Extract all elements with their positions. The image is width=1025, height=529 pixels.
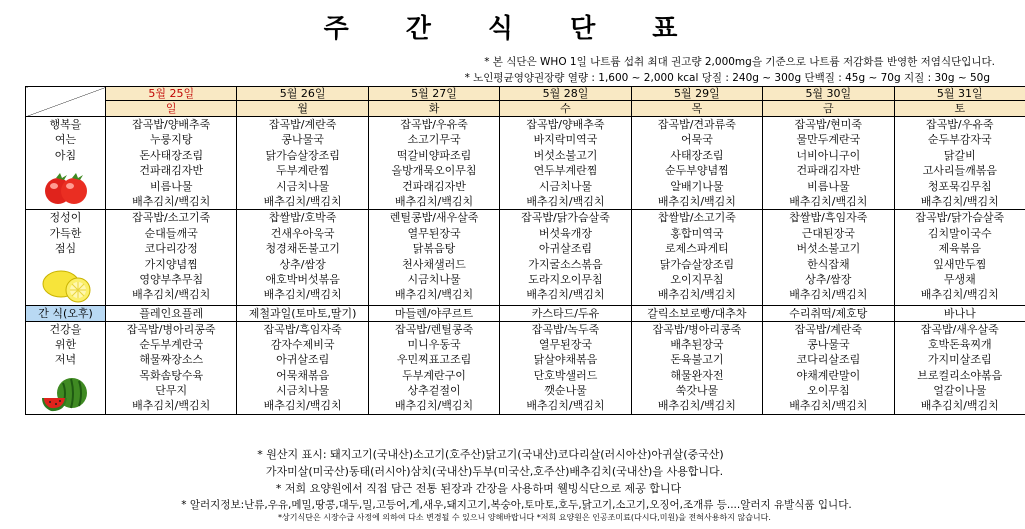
meal-label-line: 아침 — [54, 148, 77, 162]
menu-item: 영양부추무침 — [139, 272, 204, 286]
menu-item: 시금치나물 — [538, 179, 593, 193]
date-cell: 5월 27일 — [368, 87, 499, 101]
menu-item: 목화솜탕수육 — [139, 368, 204, 382]
watermelon-icon — [26, 374, 105, 414]
menu-item: 잡곡밥/계란죽 — [794, 322, 863, 336]
menu-item: 배추김치/백김치 — [789, 288, 868, 302]
menu-item: 비름나물 — [807, 179, 850, 193]
menu-item: 배추김치/백김치 — [395, 399, 474, 413]
menu-cell — [368, 321, 499, 414]
menu-cell — [106, 210, 237, 305]
menu-cell — [237, 210, 368, 305]
menu-item: 잡곡밥/새우살죽 — [920, 322, 999, 336]
menu-item: 순두부양념찜 — [665, 164, 729, 178]
menu-item: 배추김치/백김치 — [526, 288, 605, 302]
menu-item: 가지양념찜 — [144, 257, 198, 271]
menu-item: 잡곡밥/양배추죽 — [526, 118, 605, 131]
meal-label-line: 정성이 — [49, 211, 82, 225]
date-cell: 5월 25일 — [106, 87, 237, 101]
menu-item: 배추김치/백김치 — [395, 288, 474, 302]
menu-item: 해물짜장소스 — [139, 353, 204, 367]
menu-cell — [106, 321, 237, 414]
change-note: *상기식단은 시장수급 사정에 의하여 다소 변경될 수 있으니 양해바랍니다 *저희 요양원은 인공조미료(다시다,미원)을 전혀사용하지 않습니다. — [278, 513, 771, 522]
menu-item: 잡곡밥/렌틸콩죽 — [395, 322, 474, 336]
snack-label: 간 식(오후) — [26, 305, 106, 321]
menu-item: 배추김치/백김치 — [263, 194, 342, 208]
menu-item: 상추/쌈장 — [279, 257, 326, 271]
menu-item: 호박돈육찌개 — [927, 337, 992, 351]
menu-item: 오이무침 — [807, 384, 850, 398]
menu-item: 열무된장국 — [407, 226, 461, 240]
menu-item: 버섯육개장 — [538, 226, 593, 240]
day-cell: 수 — [500, 101, 631, 117]
meal-label-line: 가득한 — [49, 226, 82, 240]
meal-label-line: 여는 — [54, 133, 77, 147]
menu-item: 배추김치/백김치 — [132, 288, 211, 302]
menu-item: 애호박버섯볶음 — [265, 272, 340, 286]
menu-item: 잡곡밥/병아리콩죽 — [126, 322, 216, 336]
menu-item: 코다리강정 — [144, 242, 198, 256]
menu-item: 김치말이국수 — [927, 226, 992, 240]
menu-cell — [763, 210, 894, 305]
meal-row — [26, 321, 1025, 414]
menu-item: 해물완자전 — [670, 368, 724, 382]
menu-item: 비름나물 — [149, 179, 193, 193]
menu-cell — [763, 321, 894, 414]
menu-item: 콩나물국 — [281, 133, 324, 147]
menu-cell — [237, 321, 368, 414]
sodium-note: * 본 식단은 WHO 1일 나트륨 섭취 최대 권고량 2,000mg을 기준으로 나트륨 저감화를 반영한 저염식단입니다. — [484, 56, 995, 68]
page-title: 주 간 식 단 표 — [323, 14, 702, 44]
menu-cell — [631, 117, 762, 210]
menu-item: 잡곡밥/흑임자죽 — [263, 322, 342, 336]
menu-item: 시금치나물 — [407, 272, 461, 286]
snack-item: 수리취떡/제호탕 — [763, 305, 894, 321]
menu-item: 떡갈비양파조림 — [396, 148, 472, 162]
menu-cell — [368, 117, 499, 210]
menu-item: 배추김치/백김치 — [657, 194, 736, 208]
date-cell: 5월 26일 — [237, 87, 368, 101]
menu-item: 어묵채볶음 — [276, 368, 330, 382]
menu-cell — [500, 117, 631, 210]
menu-item: 배추김치/백김치 — [395, 194, 474, 208]
menu-item: 건새우아욱국 — [270, 226, 335, 240]
menu-item: 잡곡밥/닭가슴살죽 — [915, 211, 1005, 225]
meal-label-line: 저녁 — [54, 353, 77, 367]
menu-item: 렌틸콩밥/새우살죽 — [389, 211, 479, 225]
menu-item: 고사리들깨볶음 — [922, 164, 997, 178]
menu-item: 두부계란구이 — [402, 368, 466, 382]
date-cell: 5월 31일 — [894, 87, 1025, 101]
meal-label — [26, 321, 106, 414]
snack-item: 바나나 — [894, 305, 1025, 321]
menu-item: 알배기나물 — [670, 179, 724, 193]
menu-item: 닭가슴살장조림 — [659, 257, 735, 271]
day-cell: 월 — [237, 101, 368, 117]
snack-item: 갈릭소보로빵/대추차 — [631, 305, 762, 321]
snack-item: 플레인요플레 — [106, 305, 237, 321]
menu-item: 시금치나물 — [276, 384, 330, 398]
menu-item: 올방개묵오이무침 — [391, 164, 477, 178]
meal-label-line: 행복을 — [49, 118, 82, 131]
menu-item: 배추김치/백김치 — [920, 194, 999, 208]
menu-item: 오이지무침 — [670, 272, 724, 286]
date-cell: 5월 28일 — [500, 87, 631, 101]
menu-item: 홍합미역국 — [670, 226, 724, 240]
snack-item: 카스타드/두유 — [500, 305, 631, 321]
menu-item: 배추김치/백김치 — [132, 194, 211, 208]
menu-item: 연두부계란찜 — [533, 164, 598, 178]
date-cell: 5월 29일 — [631, 87, 762, 101]
menu-item: 아귀살조림 — [538, 242, 593, 256]
menu-item: 배추김치/백김치 — [657, 288, 736, 302]
menu-item: 얼갈이나물 — [933, 384, 987, 398]
header-corner — [26, 87, 106, 117]
menu-item: 배추김치/백김치 — [526, 194, 605, 208]
day-cell: 목 — [631, 101, 762, 117]
menu-item: 배추김치/백김치 — [263, 399, 342, 413]
menu-cell — [500, 321, 631, 414]
menu-item: 사태장조림 — [670, 148, 724, 162]
menu-item: 버섯소불고기 — [796, 242, 861, 256]
menu-item: 순대들깨국 — [144, 226, 198, 240]
menu-item: 단호박샐러드 — [533, 368, 598, 382]
menu-item: 버섯소불고기 — [533, 148, 598, 162]
menu-item: 가지굴소스볶음 — [528, 257, 603, 271]
menu-item: 건파래김자반 — [402, 179, 466, 193]
menu-cell — [894, 210, 1025, 305]
day-row — [26, 101, 1025, 117]
menu-item: 배추김치/백김치 — [132, 399, 211, 413]
menu-item: 잡곡밥/소고기죽 — [132, 211, 211, 225]
menu-item: 어묵국 — [680, 133, 713, 147]
snack-row — [26, 305, 1025, 321]
menu-item: 배추김치/백김치 — [263, 288, 342, 302]
origin-note-line1: * 원산지 표시: 돼지고기(국내산)소고기(호주산)닭고기(국내산)코다리살(러시아산)아귀살(중국산) — [257, 448, 724, 461]
menu-item: 닭가슴살장조림 — [265, 148, 340, 162]
menu-item: 잡곡밥/계란죽 — [268, 118, 337, 131]
meal-label — [26, 210, 106, 305]
menu-item: 찹쌀밥/흑임자죽 — [789, 211, 868, 225]
menu-item: 잡곡밥/양배추죽 — [132, 118, 211, 131]
meal-row — [26, 210, 1025, 305]
meal-label-line: 건강을 — [49, 322, 82, 336]
menu-item: 천사채샐러드 — [402, 257, 466, 271]
menu-item: 배추김치/백김치 — [920, 288, 999, 302]
menu-cell — [106, 117, 237, 210]
menu-item: 닭갈비 — [943, 148, 976, 162]
menu-item: 잡곡밥/견과류죽 — [657, 118, 736, 131]
menu-cell — [368, 210, 499, 305]
menu-item: 야채계란말이 — [796, 368, 861, 382]
menu-item: 미니우동국 — [407, 337, 461, 351]
allergy-note: * 알러지정보:난류,우유,메밀,땅콩,대두,밀,고등어,게,새우,돼지고기,복숭아,토마토,호두,닭고기,소고기,오징어,조개류 등....알러지 유발식품 입니다. — [181, 499, 852, 511]
menu-item: 누룽지탕 — [149, 133, 193, 147]
menu-item: 잡곡밥/현미죽 — [794, 118, 863, 131]
menu-item: 브로컬리소야볶음 — [917, 368, 1003, 382]
tomato-icon — [26, 169, 105, 207]
menu-item: 상추겉절이 — [407, 384, 461, 398]
menu-item: 상추/쌈장 — [805, 272, 852, 286]
menu-item: 깻순나물 — [544, 384, 587, 398]
menu-item: 순두부감자국 — [927, 133, 992, 147]
menu-item: 감자수제비국 — [270, 337, 335, 351]
menu-item: 건파래김자반 — [139, 164, 204, 178]
menu-item: 순두부계란국 — [139, 337, 204, 351]
date-cell: 5월 30일 — [763, 87, 894, 101]
day-cell: 일 — [106, 101, 237, 117]
meal-label-line: 점심 — [54, 242, 77, 256]
menu-item: 단무지 — [155, 384, 188, 398]
menu-item: 건파래김자반 — [796, 164, 861, 178]
menu-item: 잡곡밥/우유죽 — [400, 118, 468, 131]
menu-cell — [763, 117, 894, 210]
origin-note-line2: 가자미살(미국산)동태(러시아)삼치(국내산)두부(미국산,호주산)배추김치(국내산)을 사용합니다. — [265, 465, 724, 478]
menu-item: 잎새만두찜 — [933, 257, 987, 271]
weekly-menu-table — [25, 86, 1025, 415]
day-cell: 토 — [894, 101, 1025, 117]
menu-item: 우민찌표고조림 — [396, 353, 472, 367]
menu-item: 배추된장국 — [670, 337, 724, 351]
menu-item: 도라지오이무침 — [528, 272, 603, 286]
menu-item: 시금치나물 — [276, 179, 330, 193]
menu-item: 쑥갓나물 — [675, 384, 719, 398]
menu-cell — [631, 321, 762, 414]
menu-item: 닭살야채볶음 — [533, 353, 598, 367]
snack-item: 제철과일(토마토,딸기) — [237, 305, 368, 321]
day-cell: 금 — [763, 101, 894, 117]
menu-item: 두부계란찜 — [276, 164, 330, 178]
menu-item: 로제스파게티 — [665, 242, 729, 256]
menu-cell — [894, 321, 1025, 414]
sauce-note: * 저희 요양원에서 직접 담근 전통 된장과 간장을 사용하며 웰빙식단으로 제공 합니다 — [275, 482, 682, 495]
menu-item: 잡곡밥/병아리콩죽 — [652, 322, 742, 336]
meal-label-line: 위한 — [54, 337, 77, 351]
menu-cell — [631, 210, 762, 305]
menu-cell — [500, 210, 631, 305]
menu-item: 한식잡채 — [807, 257, 850, 271]
menu-item: 청포묵김무침 — [927, 179, 992, 193]
menu-item: 청경채돈불고기 — [265, 242, 340, 256]
menu-item: 제육볶음 — [938, 242, 982, 256]
meal-row — [26, 117, 1025, 210]
menu-item: 소고기무국 — [407, 133, 461, 147]
menu-item: 무생채 — [943, 272, 976, 286]
menu-item: 바지락미역국 — [533, 133, 598, 147]
menu-item: 가지미살조림 — [927, 353, 992, 367]
menu-item: 돈사태장조림 — [139, 148, 204, 162]
menu-item: 열무된장국 — [538, 337, 593, 351]
menu-item: 배추김치/백김치 — [526, 399, 605, 413]
snack-item: 마들렌/야쿠르트 — [368, 305, 499, 321]
menu-item: 배추김치/백김치 — [657, 399, 736, 413]
day-cell: 화 — [368, 101, 499, 117]
menu-item: 잡곡밥/우유죽 — [926, 118, 994, 131]
menu-item: 코다리살조림 — [796, 353, 861, 367]
menu-item: 배추김치/백김치 — [920, 399, 999, 413]
menu-item: 잡곡밥/닭가슴살죽 — [521, 211, 610, 225]
nutrition-note: * 노인평균영양권장량 열량 : 1,600 ~ 2,000 kcal 당질 : 240g ~ 300g 단백질 : 45g ~ 70g 지질 : 30g ~ 50g — [464, 72, 990, 84]
menu-item: 찹쌀밥/호박죽 — [268, 211, 337, 225]
menu-cell — [237, 117, 368, 210]
menu-item: 근대된장국 — [801, 226, 855, 240]
menu-item: 잡곡밥/녹두죽 — [531, 322, 600, 336]
menu-item: 돈육불고기 — [670, 353, 724, 367]
menu-item: 찹쌀밥/소고기죽 — [657, 211, 736, 225]
menu-item: 물만두계란국 — [796, 133, 861, 147]
menu-item: 닭볶음탕 — [412, 242, 456, 256]
menu-item: 배추김치/백김치 — [789, 194, 868, 208]
date-row — [26, 87, 1025, 101]
menu-item: 콩나물국 — [807, 337, 850, 351]
meal-label — [26, 117, 106, 210]
lemon-icon — [26, 263, 105, 305]
menu-item: 배추김치/백김치 — [789, 399, 868, 413]
menu-item: 아귀살조림 — [276, 353, 330, 367]
menu-item: 너비아니구이 — [796, 148, 861, 162]
menu-cell — [894, 117, 1025, 210]
